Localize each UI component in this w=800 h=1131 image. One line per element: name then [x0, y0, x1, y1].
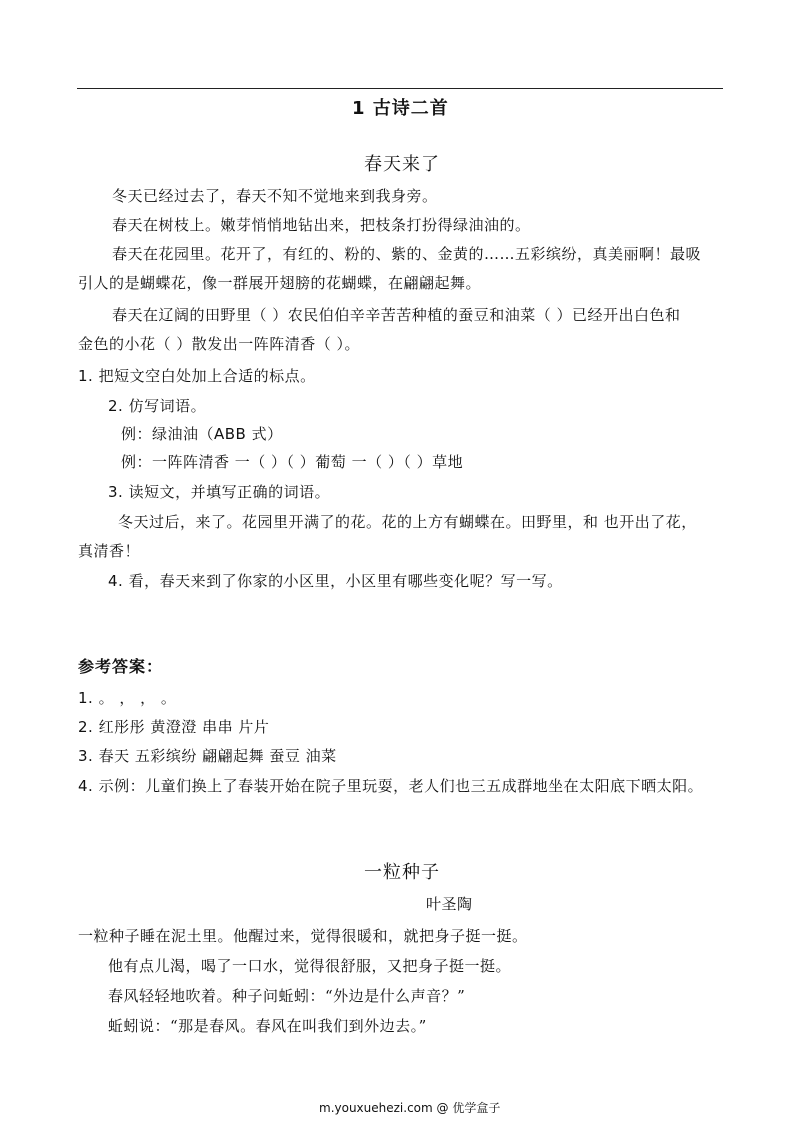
- seed-paragraph-4: 蚯蚓说：“那是春风。春风在叫我们到外边去。”: [108, 1017, 427, 1035]
- question-3-text-cont: 真清香！: [78, 542, 141, 560]
- spring-paragraph-1: 冬天已经过去了，春天不知不觉地来到我身旁。: [112, 187, 438, 205]
- question-3: 3. 读短文，并填写正确的词语。: [108, 483, 331, 501]
- question-1: 1. 把短文空白处加上合适的标点。: [78, 367, 316, 385]
- spring-paragraph-3-cont: 引人的是蝴蝶花，像一群展开翅膀的花蝴蝶，在翩翩起舞。: [78, 274, 482, 292]
- author: 叶圣陶: [426, 895, 473, 913]
- answer-3: 3. 春天 五彩缤纷 翩翩起舞 蚕豆 油菜: [78, 747, 337, 765]
- page-title: 1 古诗二首: [352, 98, 449, 119]
- spring-paragraph-3: 春天在花园里。花开了，有红的、粉的、紫的、金黄的……五彩缤纷，真美丽啊！最吸: [112, 245, 702, 263]
- spring-paragraph-4-cont: 金色的小花（ ）散发出一阵阵清香（ ）。: [78, 335, 361, 353]
- question-2: 2. 仿写词语。: [108, 397, 207, 415]
- footer-watermark: m.youxuehezi.com @ 优学盒子: [319, 1101, 501, 1115]
- seed-paragraph-2: 他有点儿渴，喝了一口水，觉得很舒服，又把身子挺一挺。: [108, 957, 512, 975]
- question-2-example-2: 例：一阵阵清香 一（ ）（ ）葡萄 一（ ）（ ）草地: [121, 453, 464, 471]
- section-title-spring: 春天来了: [364, 154, 440, 175]
- header-rule: [77, 88, 723, 89]
- section-title-seed: 一粒种子: [364, 862, 440, 883]
- spring-paragraph-2: 春天在树枝上。嫩芽悄悄地钻出来，把枝条打扮得绿油油的。: [112, 216, 531, 234]
- answers-heading: 参考答案：: [78, 657, 164, 676]
- question-2-example-1: 例：绿油油（ABB 式）: [121, 425, 283, 443]
- seed-paragraph-3: 春风轻轻地吹着。种子问蚯蚓：“外边是什么声音？”: [108, 987, 466, 1005]
- question-3-text: 冬天过后，来了。花园里开满了的花。花的上方有蝴蝶在。田野里，和 也开出了花，: [118, 513, 697, 531]
- answer-2: 2. 红彤彤 黄澄澄 串串 片片: [78, 718, 270, 736]
- question-4: 4. 看，春天来到了你家的小区里，小区里有哪些变化呢？写一写。: [108, 572, 563, 590]
- answer-4: 4. 示例：儿童们换上了春装开始在院子里玩耍，老人们也三五成群地坐在太阳底下晒太阳。: [78, 777, 704, 795]
- seed-paragraph-1: 一粒种子睡在泥土里。他醒过来，觉得很暖和，就把身子挺一挺。: [78, 927, 528, 945]
- answer-1: 1. 。 ， ， 。: [78, 689, 177, 707]
- spring-paragraph-4: 春天在辽阔的田野里（ ）农民伯伯辛辛苦苦种植的蚕豆和油菜（ ）已经开出白色和: [112, 306, 681, 324]
